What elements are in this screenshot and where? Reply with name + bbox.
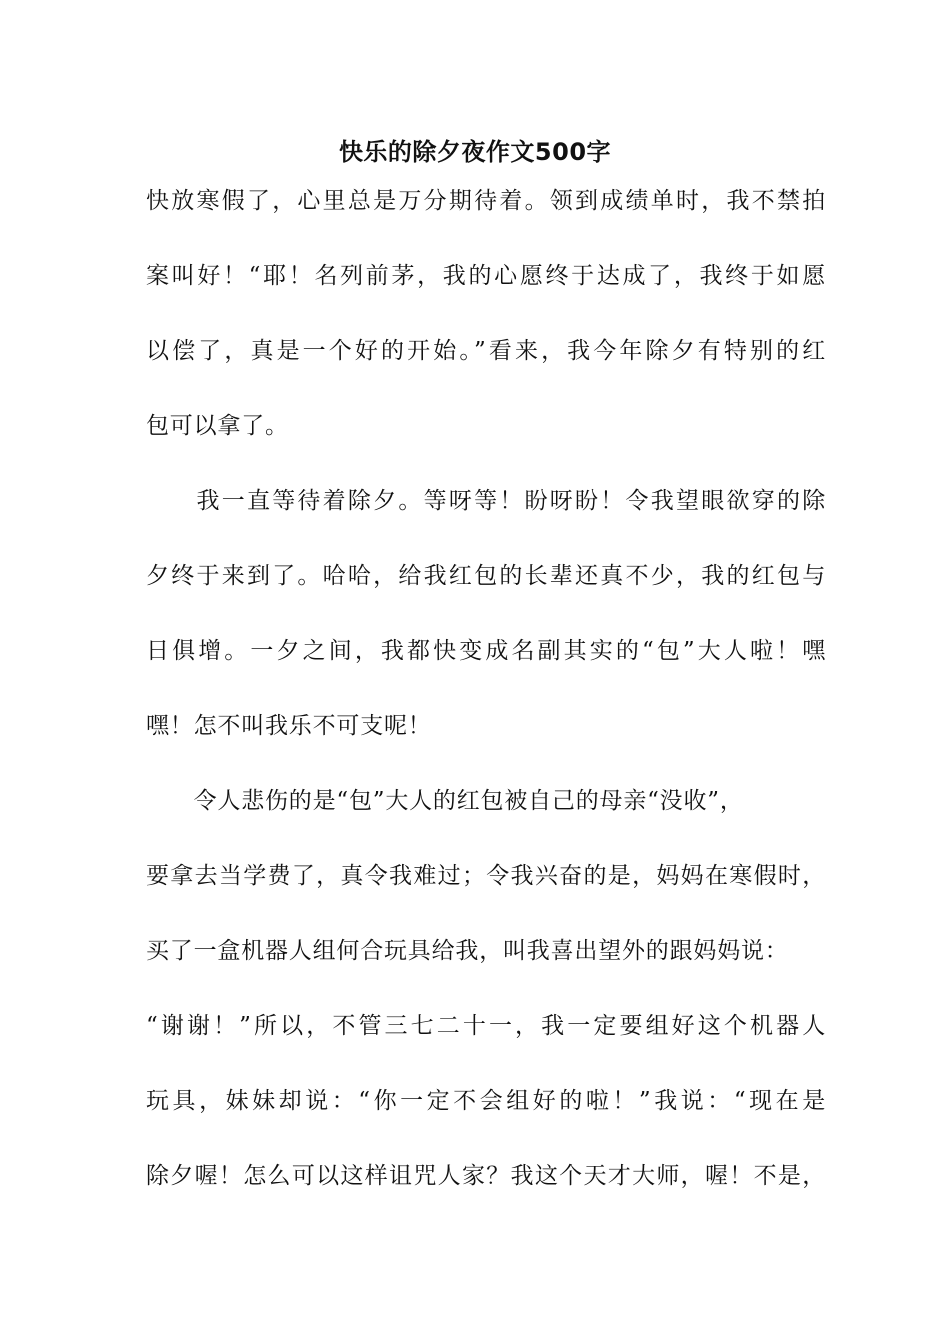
text-line: 以偿了，真是一个好的开始。”看来，我今年除夕有特别的红 bbox=[146, 338, 826, 364]
text-line: 玩具，妹妹却说：“你一定不会组好的啦！”我说：“现在是 bbox=[146, 1088, 826, 1114]
text-line: 令人悲伤的是“包”大人的红包被自己的母亲“没收”， bbox=[146, 788, 744, 814]
text-line: 快放寒假了，心里总是万分期待着。领到成绩单时，我不禁拍 bbox=[146, 188, 826, 214]
document-title: 快乐的除夕夜作文500字 bbox=[338, 138, 612, 166]
text-line: 要拿去当学费了，真令我难过；令我兴奋的是，妈妈在寒假时， bbox=[146, 863, 826, 889]
text-line: 案叫好！“耶！名列前茅，我的心愿终于达成了，我终于如愿 bbox=[146, 263, 826, 289]
text-line: 日俱增。一夕之间，我都快变成名副其实的“包”大人啦！嘿 bbox=[146, 638, 826, 664]
text-line: 嘿！怎不叫我乐不可支呢！ bbox=[146, 713, 432, 739]
text-line: 除夕喔！怎么可以这样诅咒人家？我这个天才大师，喔！不是， bbox=[146, 1163, 826, 1189]
text-line: 包可以拿了。 bbox=[146, 413, 289, 439]
text-line: 夕终于来到了。哈哈，给我红包的长辈还真不少，我的红包与 bbox=[146, 563, 826, 589]
text-line: 我一直等待着除夕。等呀等！盼呀盼！令我望眼欲穿的除 bbox=[146, 488, 826, 514]
text-line: 买了一盒机器人组何合玩具给我，叫我喜出望外的跟妈妈说： bbox=[146, 938, 789, 964]
text-line: “谢谢！”所以，不管三七二十一，我一定要组好这个机器人 bbox=[146, 1013, 826, 1039]
